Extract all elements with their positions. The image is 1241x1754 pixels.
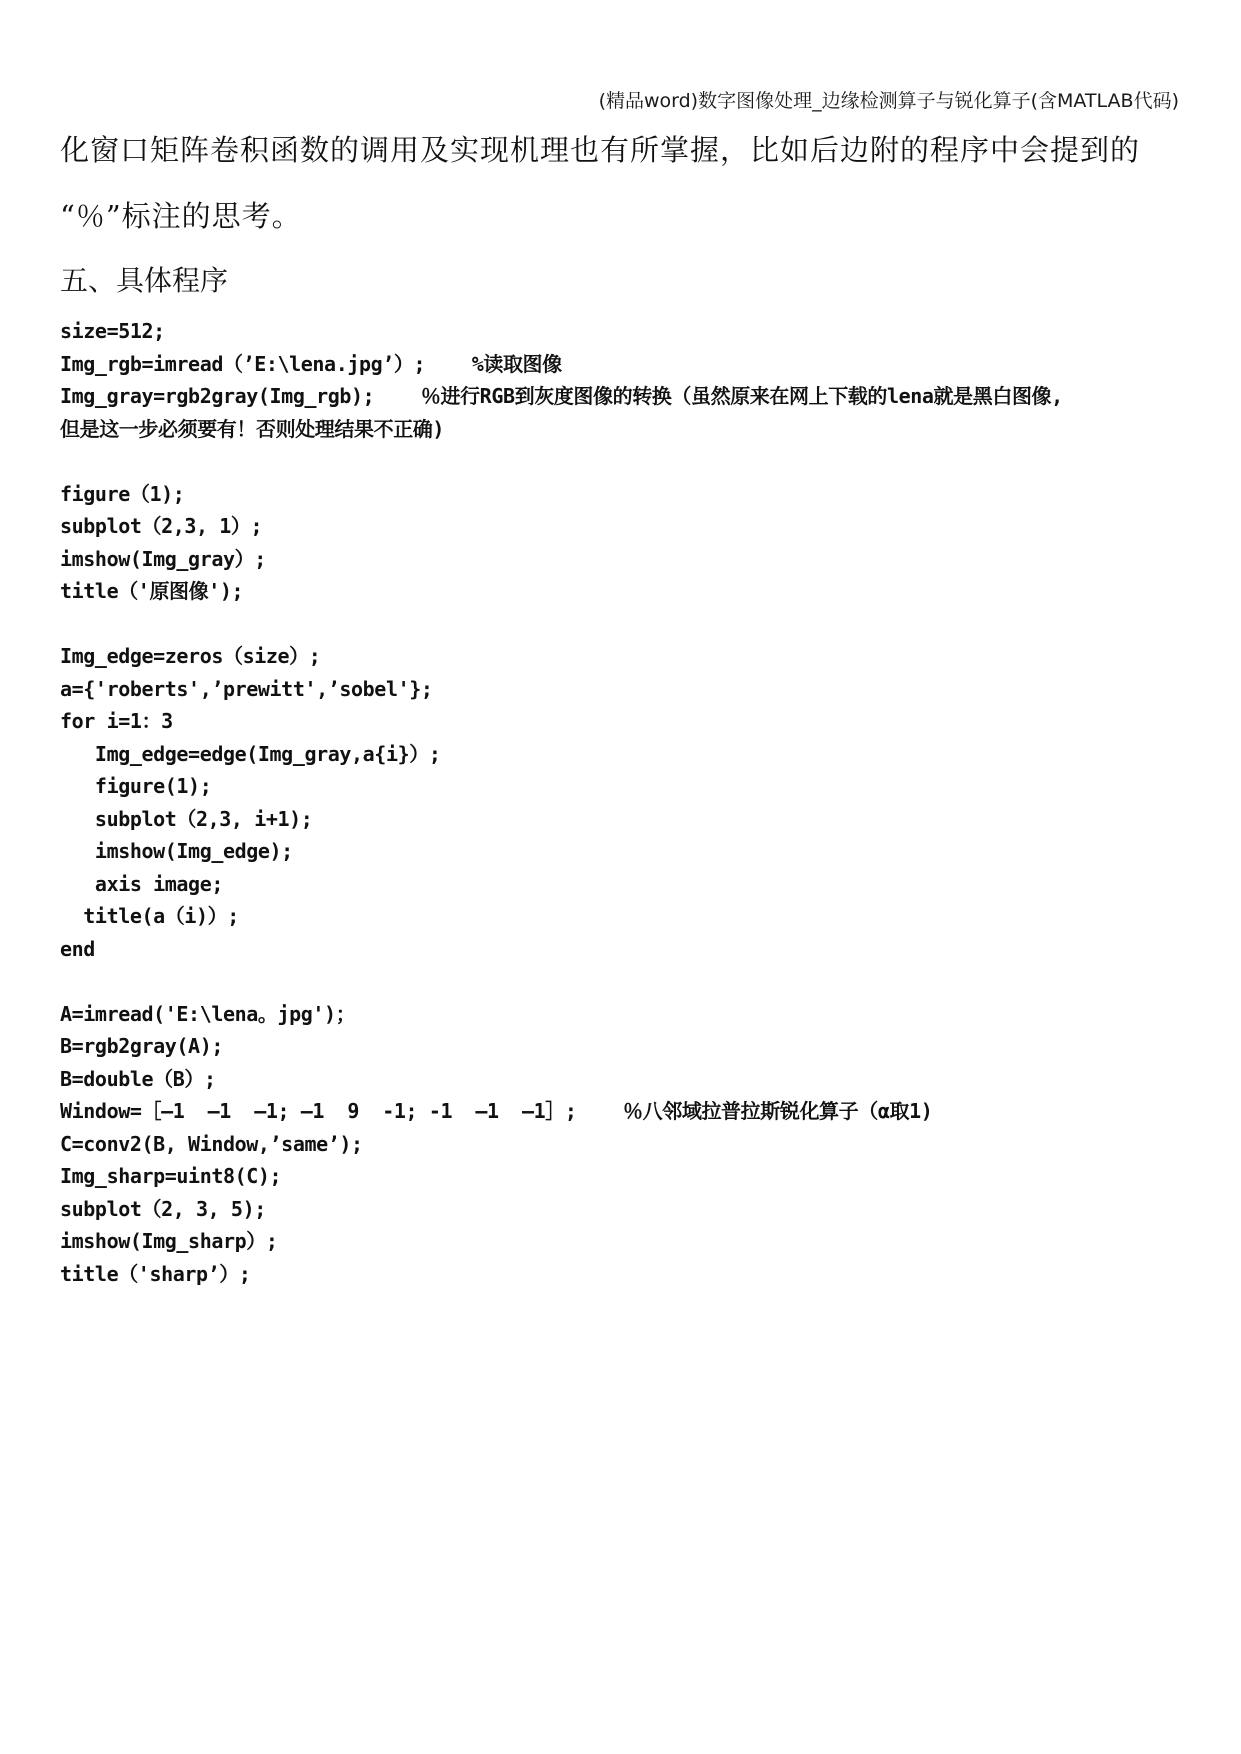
code-line: figure(1); [60,774,212,798]
code-line: axis image; [60,871,223,896]
code-line: Img_edge=edge(Img_gray,a{i}）; [60,741,441,766]
code-line: size=512; [60,319,165,343]
code-line: Window=［—1 —1 —1; —1 9 -1; -1 —1 —1］; ％八邻域拉普拉斯锐化算子（α取1) [60,1099,933,1123]
code-line: title（'sharp’）; [60,1261,251,1286]
code-line: title(a（i)）; [60,904,239,928]
code-block [60,315,1190,1290]
code-line: title（'原图像'); [60,579,244,603]
code-line: for i=1：3 [60,709,173,733]
code-line: Img_gray=rgb2gray(Img_rgb); ％进行RGB到灰度图像的转换（虽然原来在网上下载的lena就是黑白图像, [60,384,1063,408]
code-line [60,445,1190,478]
code-line: B=rgb2gray(A); [60,1034,223,1058]
code-line: subplot（2,3, i+1); [60,806,313,831]
code-line: B=double（B）; [60,1066,216,1091]
code-line [60,965,1190,998]
code-line: 但是这一步必须要有！否则处理结果不正确) [60,416,445,441]
code-line: C=conv2(B, Window,’same’); [60,1131,363,1156]
paragraph-line-2: “％”标注的思考。 [60,199,302,233]
code-line: Img_rgb=imread（’E:\lena.jpg’）; %读取图像 [60,351,562,376]
code-line: figure（1); [60,481,185,506]
code-line: subplot（2, 3, 5); [60,1196,266,1221]
code-line: Img_edge=zeros（size）; [60,644,321,668]
code-line: a={'roberts',’prewitt',’sobel'}; [60,676,433,701]
code-line: Img_sharp=uint8(C); [60,1164,282,1188]
code-line [60,608,1190,641]
code-line: imshow(Img_gray）; [60,546,266,571]
code-line: imshow(Img_edge); [60,839,293,863]
paragraph-line-1: 化窗口矩阵卷积函数的调用及实现机理也有所掌握，比如后边附的程序中会提到的 [60,133,1141,167]
code-line: A=imread('E:\lena。jpg')； [60,1001,356,1026]
code-line: subplot（2,3, 1）; [60,514,263,538]
page-header: (精品word)数字图像处理_边缘检测算子与锐化算子(含MATLAB代码) [598,90,1179,112]
code-line: end [60,936,95,961]
code-line: imshow(Img_sharp）; [60,1229,278,1253]
section-heading: 五、具体程序 [60,264,229,297]
